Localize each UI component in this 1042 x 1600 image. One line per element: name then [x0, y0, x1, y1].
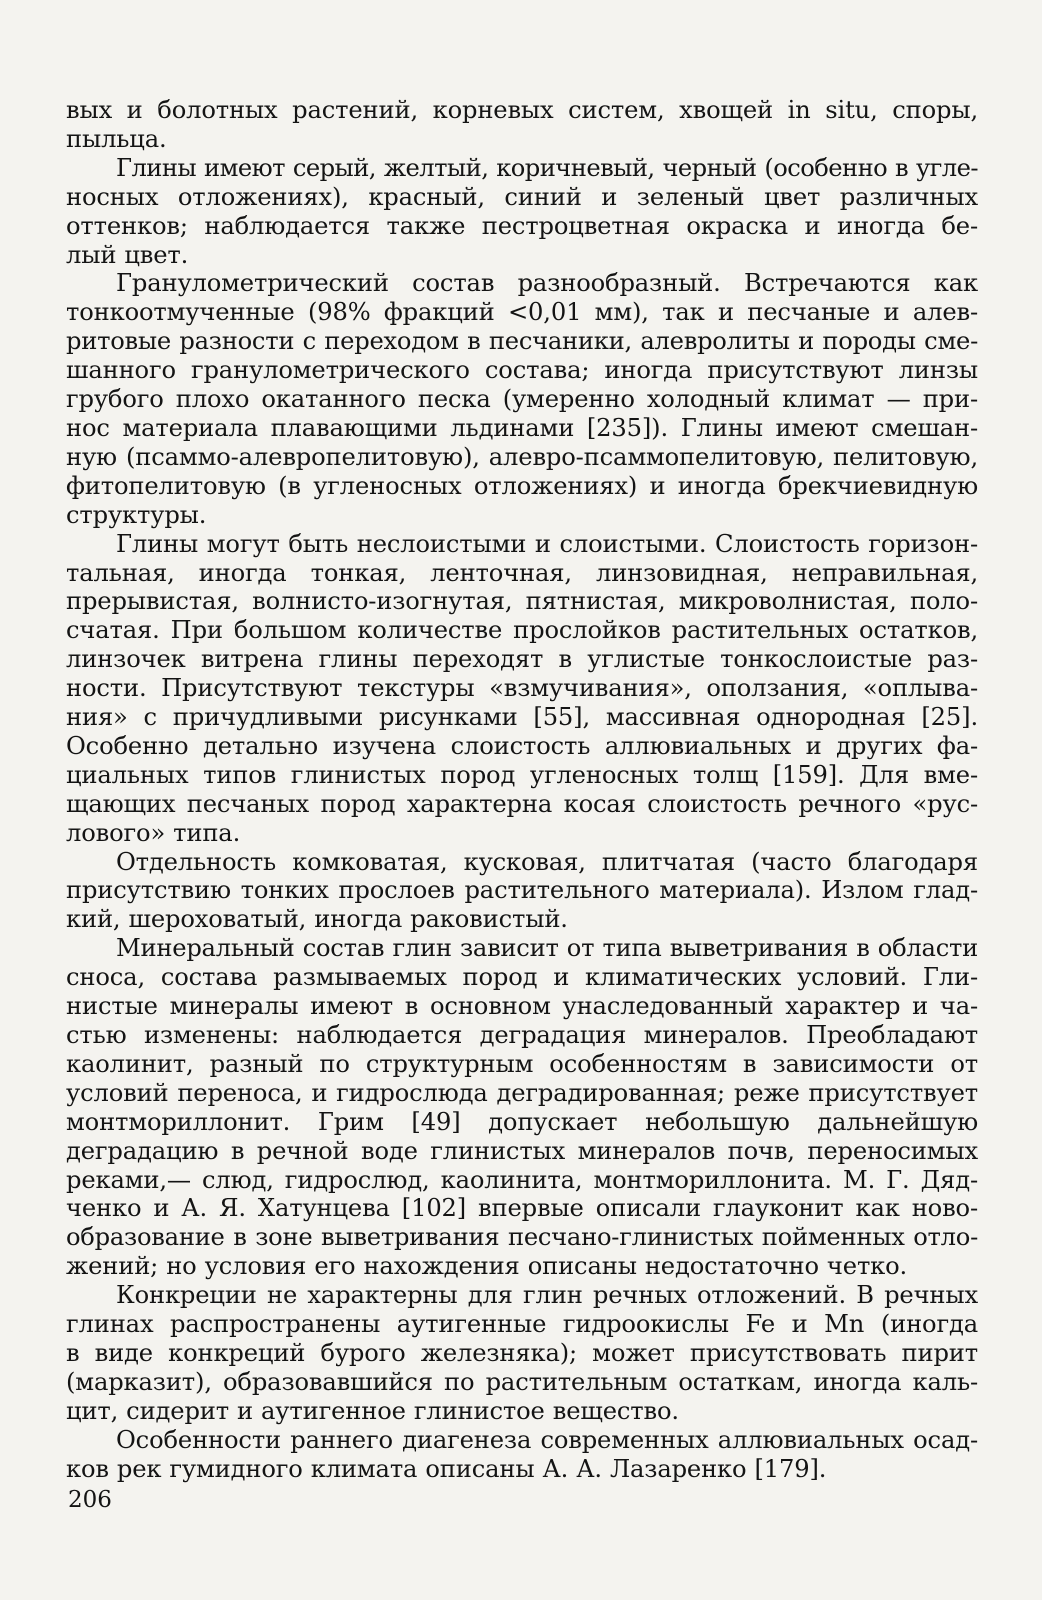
text-line: Особенности раннего диагенеза современных аллювиальных осад- — [116, 1425, 978, 1454]
text-line: ченко и А. Я. Хатунцева [102] впервые описали глауконит как ново- — [66, 1194, 978, 1223]
text-line: Конкреции не характерны для глин речных отложений. В речных — [116, 1281, 978, 1310]
text-line: деградацию в речной воде глинистых минералов почв, переносимых — [66, 1136, 978, 1165]
text-line: сноса, состава размываемых пород и климатических условий. Гли- — [66, 963, 978, 992]
text-line: Гранулометрический состав разнообразный. Встречаются как — [116, 269, 978, 298]
text-line: нос материала плавающими льдинами [235]). Глины имеют смешан- — [66, 413, 978, 442]
text-line: глинах распространены аутигенные гидроокислы Fe и Mn (иногда — [66, 1310, 978, 1339]
text-line: (марказит), образовавшийся по растительным остаткам, иногда каль- — [66, 1367, 978, 1396]
text-line: вых и болотных растений, корневых систем, хвощей in situ, споры, — [66, 96, 978, 124]
text-line: носных отложениях), красный, синий и зеленый цвет различных — [66, 182, 978, 211]
text-line: реками,— слюд, гидрослюд, каолинита, монтмориллонита. М. Г. Дяд- — [66, 1165, 978, 1194]
text-line: жений; но условия его нахождения описаны недостаточно четко. — [66, 1252, 908, 1281]
text-line: Особенно детально изучена слоистость аллювиальных и других фа- — [66, 731, 978, 760]
text-line: нистые минералы имеют в основном унаследованный характер и ча- — [66, 992, 978, 1021]
text-line: Глины имеют серый, желтый, коричневый, черный (особенно в угле- — [116, 153, 978, 182]
paragraph — [66, 269, 978, 529]
text-line: цит, сидерит и аутигенное глинистое вещество. — [66, 1396, 679, 1425]
paragraph — [66, 154, 978, 270]
text-line: счатая. При большом количестве прослойков растительных остатков, — [66, 616, 978, 645]
paragraph — [66, 1281, 978, 1426]
text-line: в виде конкреций бурого железняка); может присутствовать пирит — [66, 1338, 978, 1367]
text-line: тальная, иногда тонкая, ленточная, линзовидная, неправильная, — [66, 558, 978, 587]
text-line: каолинит, разный по структурным особенностям в зависимости от — [66, 1049, 978, 1078]
text-line: линзочек витрена глины переходят в углистые тонкослоистые раз- — [66, 645, 978, 674]
text-line: пыльца. — [66, 124, 167, 153]
text-line: ритовые разности с переходом в песчаники, алевролиты и породы сме- — [66, 327, 978, 356]
text-line: ния» с причудливыми рисунками [55], массивная однородная [25]. — [66, 703, 978, 732]
paragraph — [66, 934, 978, 1281]
text-line: грубого плохо окатанного песка (умеренно холодный климат — при- — [66, 385, 978, 414]
text-line: ности. Присутствуют текстуры «взмучивания», оползания, «оплыва- — [66, 674, 978, 703]
text-line: фитопелитовую (в угленосных отложениях) и иногда брекчиевидную — [66, 471, 978, 500]
paragraph — [66, 1426, 978, 1484]
text-line: кий, шероховатый, иногда раковистый. — [66, 905, 568, 934]
page-body — [66, 96, 978, 1484]
paragraph — [66, 848, 978, 935]
text-line: монтмориллонит. Грим [49] допускает небольшую дальнейшую — [66, 1107, 978, 1136]
text-line: Отдельность комковатая, кусковая, плитчатая (часто благодаря — [116, 847, 978, 876]
text-line: тонкоотмученные (98% фракций <0,01 мм), так и песчаные и алев- — [66, 298, 978, 327]
text-line: циальных типов глинистых пород угленосных толщ [159]. Для вме- — [66, 760, 978, 789]
text-line: прерывистая, волнисто-изогнутая, пятнистая, микроволнистая, поло- — [66, 587, 978, 616]
paragraph — [66, 530, 978, 848]
text-line: стью изменены: наблюдается деградация минералов. Преобладают — [66, 1021, 978, 1049]
page-number: 206 — [68, 1487, 112, 1513]
text-line: присутствию тонких прослоев растительного материала). Излом глад- — [66, 876, 978, 905]
text-line: структуры. — [66, 500, 207, 529]
text-line: щающих песчаных пород характерна косая слоистость речного «рус- — [66, 789, 978, 818]
text-line: Минеральный состав глин зависит от типа выветривания в области — [116, 934, 978, 963]
text-line: оттенков; наблюдается также пестроцветная окраска и иногда бе- — [66, 211, 978, 240]
text-line: лового» типа. — [66, 818, 241, 847]
text-line: образование в зоне выветривания песчано-глинистых пойменных отло- — [66, 1223, 978, 1252]
text-line: лый цвет. — [66, 240, 189, 269]
text-line: ков рек гумидного климата описаны А. А. Лазаренко [179]. — [66, 1454, 827, 1483]
paragraph — [66, 96, 978, 154]
text-line: Глины могут быть неслоистыми и слоистыми. Слоистость горизон- — [116, 529, 978, 558]
text-line: ную (псаммо-алевропелитовую), алевро-псаммопелитовую, пелитовую, — [66, 442, 978, 471]
text-line: условий переноса, и гидрослюда деградированная; реже присутствует — [66, 1078, 978, 1107]
text-line: шанного гранулометрического состава; иногда присутствуют линзы — [66, 356, 978, 385]
